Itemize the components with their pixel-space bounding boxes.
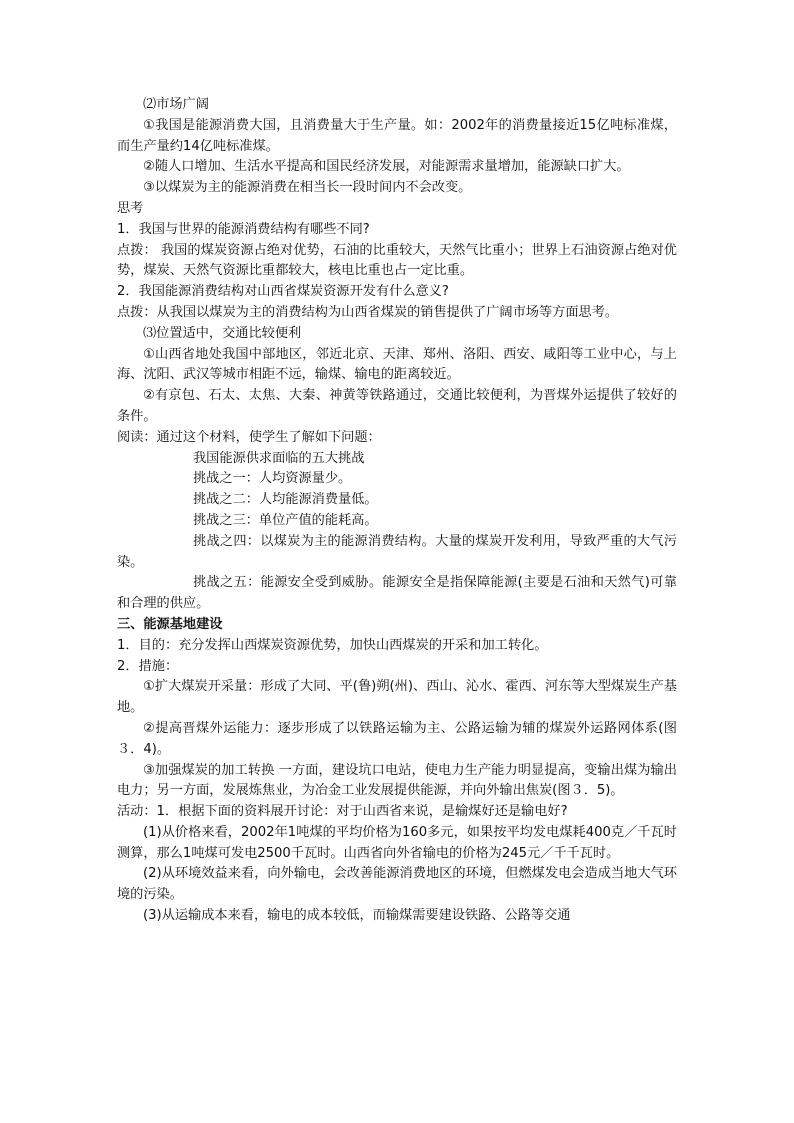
measure-3: ③加强煤炭的加工转换 一方面，建设坑口电站，使电力生产能力明显提高，变输出煤为输出电力；另一方面，发展炼焦业，为冶金工业发展提供能源，并向外输出焦炭(图３．5)。 (117, 762, 677, 799)
challenge-3: 挑战之三：单位产值的能耗高。 (193, 512, 378, 528)
section-3-heading: 三、能源基地建设 (117, 616, 223, 632)
answer-1: 点拨： 我国的煤炭资源占绝对优势，石油的比重较大，天然气比重小；世界上石油资源占绝对优势，煤炭、天然气资源比重都较大，核电比重也占一定比重。 (117, 242, 677, 279)
activity-point-3: (3)从运输成本来看，输电的成本较低，而输煤需要建设铁路、公路等交通 (143, 908, 571, 924)
document-page (117, 95, 677, 927)
market-heading: ⑵市场广阔 (143, 97, 209, 112)
activity-point-2: (2)从环境效益来看，向外输电，会改善能源消费地区的环境，但燃煤发电会造成当地大气环境的污染。 (117, 866, 677, 903)
think-label: 思考 (117, 200, 144, 216)
question-2: 2．我国能源消费结构对山西省煤炭资源开发有什么意义? (117, 284, 449, 300)
market-point-2: ②随人口增加、生活水平提高和国民经济发展，对能源需求量增加，能源缺口扩大。 (143, 159, 630, 175)
challenge-1: 挑战之一：人均资源量少。 (193, 471, 352, 487)
measures-label: 2．措施： (117, 658, 179, 674)
measure-1: ①扩大煤炭开采量：形成了大同、平(鲁)朔(州)、西山、沁水、霍西、河东等大型煤炭生产基地。 (117, 679, 677, 716)
reading-title: 我国能源供求面临的五大挑战 (193, 450, 365, 466)
location-point-1: ①山西省地处我国中部地区，邻近北京、天津、郑州、洛阳、西安、咸阳等工业中心，与上海、沈阳、武汉等城市相距不远，输煤、输电的距离较近。 (117, 346, 677, 383)
market-point-1: ①我国是能源消费大国，且消费量大于生产量。如：2002年的消费量接近15亿吨标准煤，而生产量约14亿吨标准煤。 (117, 117, 677, 154)
challenge-5: 挑战之五：能源安全受到威胁。能源安全是指保障能源(主要是石油和天然气)可靠和合理的供应。 (117, 575, 677, 612)
challenge-4: 挑战之四：以煤炭为主的能源消费结构。大量的煤炭开发利用，导致严重的大气污染。 (117, 533, 677, 570)
goal-line: 1．目的：充分发挥山西煤炭资源优势，加快山西煤炭的开采和加工转化。 (117, 637, 548, 653)
location-point-2: ②有京包、石太、太焦、大秦、神黄等铁路通过，交通比较便利，为晋煤外运提供了较好的条件。 (117, 388, 677, 424)
answer-2: 点拨：从我国以煤炭为主的消费结构为山西省煤炭的销售提供了广阔市场等方面思考。 (117, 304, 619, 320)
measure-2: ②提高晋煤外运能力：逐步形成了以铁路运输为主、公路运输为辅的煤炭外运路网体系(图３．4)。 (117, 720, 677, 757)
activity-line: 活动：1．根据下面的资料展开讨论：对于山西省来说，是输煤好还是输电好? (117, 804, 568, 820)
location-heading: ⑶位置适中，交通比较便利 (143, 325, 302, 341)
activity-point-1: (1)从价格来看，2002年1吨煤的平均价格为160多元，如果按平均发电煤耗400克／千瓦时测算，那么1吨煤可发电2500千瓦时。山西省向外省输电的价格为245元／千千瓦时。 (117, 824, 677, 861)
question-1: 1．我国与世界的能源消费结构有哪些不同? (117, 221, 370, 237)
challenge-2: 挑战之二：人均能源消费量低。 (193, 492, 378, 508)
reading-intro: 阅读：通过这个材料，使学生了解如下问题： (117, 429, 381, 445)
market-point-3: ③以煤炭为主的能源消费在相当长一段时间内不会改变。 (143, 180, 472, 196)
